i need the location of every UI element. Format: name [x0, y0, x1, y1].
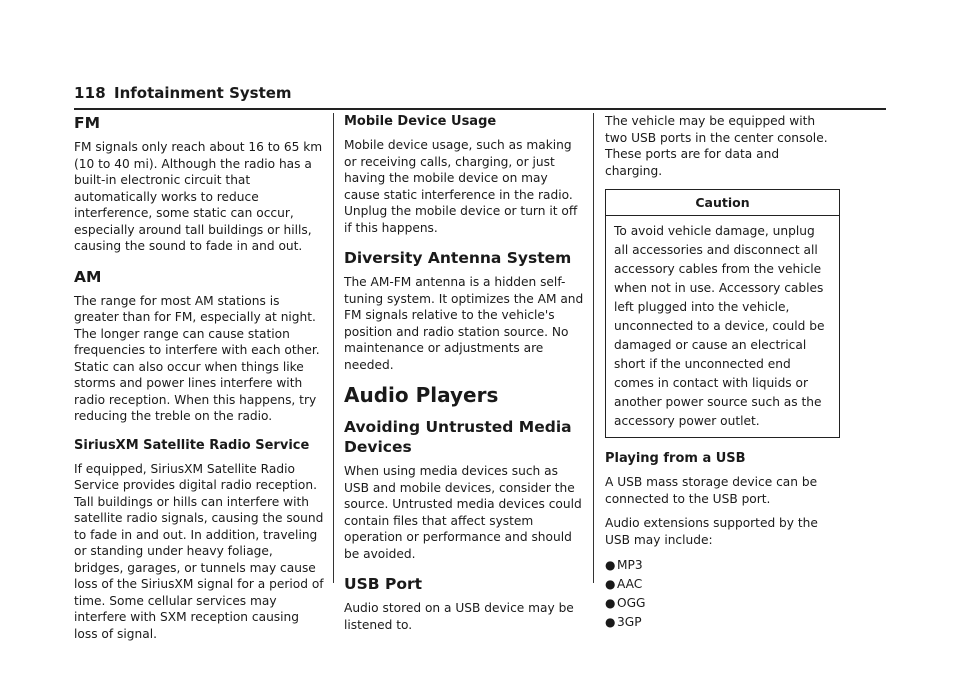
caution-title: Caution — [606, 190, 839, 216]
siriusxm-heading: SiriusXM Satellite Radio Service — [74, 437, 310, 453]
usb-intro-paragraph: The vehicle may be equipped with two USB ports in the center console. These ports are for data and charging. — [605, 114, 828, 178]
extensions-intro-paragraph: Audio extensions supported by the USB may include: — [605, 516, 818, 547]
column-divider — [593, 113, 594, 583]
diversity-antenna-heading: Diversity Antenna System — [344, 249, 572, 267]
list-item: ● 3GP — [605, 613, 840, 632]
usb-port-paragraph: Audio stored on a USB device may be listened to. — [344, 601, 574, 632]
list-item: ● OGG — [605, 594, 840, 613]
column-right — [605, 113, 840, 632]
untrusted-media-heading: Avoiding Untrusted Media Devices — [344, 418, 572, 456]
untrusted-media-paragraph: When using media devices such as USB and mobile devices, consider the source. Untrusted media devices could contain files that affect system operation or performance and should be avoided. — [344, 464, 582, 561]
extensions-list — [605, 556, 840, 632]
fm-paragraph: FM signals only reach about 16 to 65 km (10 to 40 mi). Although the radio has a built-in electronic circuit that automatically works to reduce interference, some static can occur, especially around tall buildings or hills, causing the sound to fade in and out. — [74, 140, 323, 253]
audio-players-heading: Audio Players — [344, 383, 499, 407]
playing-usb-heading: Playing from a USB — [605, 451, 746, 466]
playing-usb-paragraph: A USB mass storage device can be connected to the USB port. — [605, 475, 818, 506]
bullet-icon: ● — [605, 596, 616, 610]
column-middle — [344, 113, 584, 641]
caution-box — [605, 189, 840, 438]
siriusxm-paragraph: If equipped, SiriusXM Satellite Radio Service provides digital radio reception. Tall buildings or hills can interfere with satellite radio signals, causing the sound to fade in and out. In addition, traveling or standing under heavy foliage, bridges, garages, or tunnels may cause loss of the SiriusXM signal for a period of time. Some cellular services may interfere with SXM reception causing loss of signal. — [74, 461, 324, 641]
list-item: ● MP3 — [605, 556, 840, 575]
column-divider — [333, 113, 334, 583]
diversity-antenna-paragraph: The AM-FM antenna is a hidden self-tuning system. It optimizes the AM and FM signals relative to the vehicle's position and radio station source. No maintenance or adjustments are needed. — [344, 275, 584, 372]
list-item: ● AAC — [605, 575, 840, 594]
bullet-icon: ● — [605, 615, 616, 629]
column-left — [74, 113, 324, 650]
bullet-icon: ● — [605, 558, 616, 572]
caution-text: To avoid vehicle damage, unplug all accessories and disconnect all accessory cables from the vehicle when not in use. Accessory cables left plugged into the vehicle, unconnected to a device, could be damaged or cause an electrical short if the unconnected end comes in contact with liquids or another power source such as the accessory power outlet. — [614, 224, 825, 428]
usb-port-heading: USB Port — [344, 575, 423, 593]
am-paragraph: The range for most AM stations is greater than for FM, especially at night. The longer range can cause station frequencies to interfere with each other. Static can also occur when things like storms and power lines interfere with radio reception. When this happens, try reducing the treble on the radio. — [74, 293, 320, 423]
page-header — [74, 84, 886, 110]
page-number: 118 — [74, 84, 106, 102]
fm-heading: FM — [74, 114, 101, 132]
section-title: Infotainment System — [114, 84, 292, 102]
mobile-device-heading: Mobile Device Usage — [344, 114, 497, 129]
bullet-icon: ● — [605, 577, 616, 591]
am-heading: AM — [74, 267, 102, 286]
mobile-device-paragraph: Mobile device usage, such as making or receiving calls, charging, or just having the mobile device on may cause static interference in the radio. Unplug the mobile device or turn it off if this happens. — [344, 138, 578, 235]
